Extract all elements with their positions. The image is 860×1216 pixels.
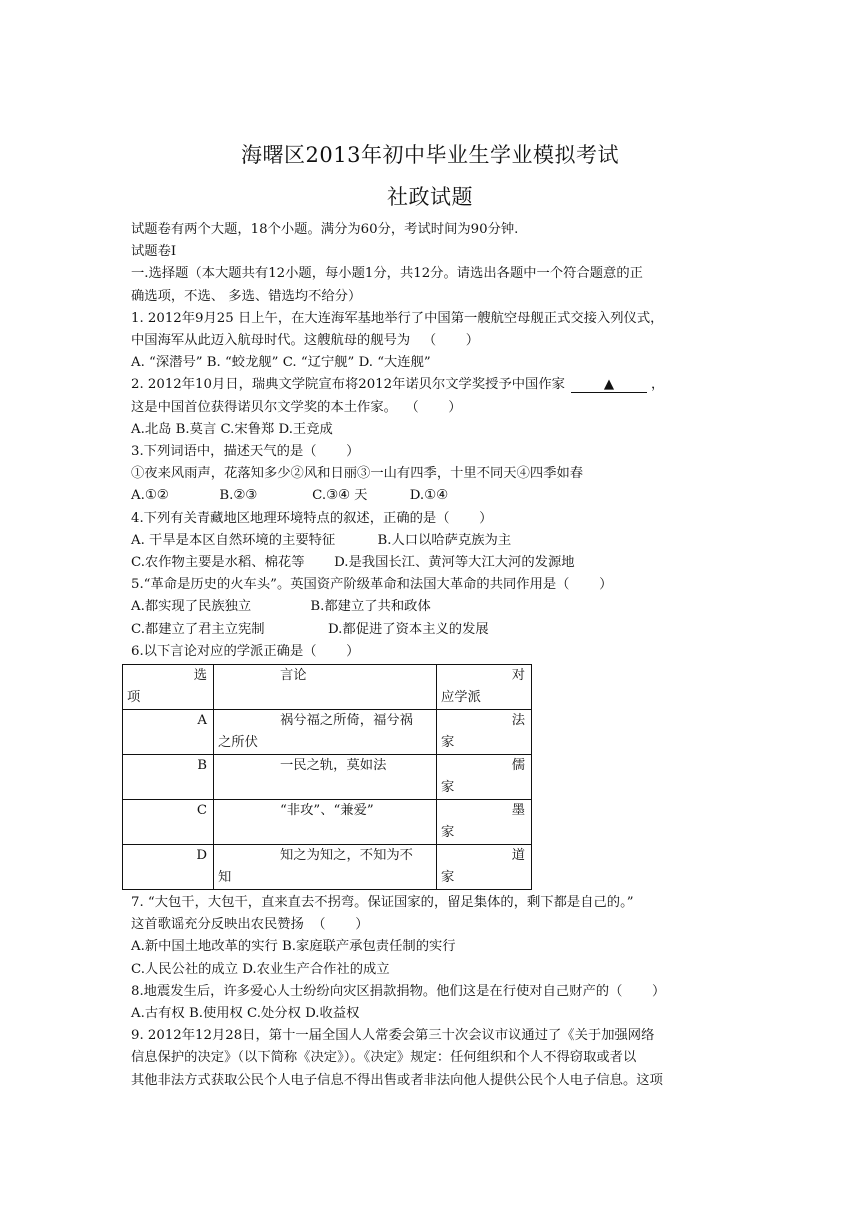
options-table [122, 664, 532, 890]
table-row [123, 845, 532, 890]
cell-text: C [196, 803, 207, 819]
question-options: A.①② B.②③ C.③④ 天 D.①④ [131, 488, 448, 504]
cell-text: 家 [441, 735, 455, 751]
question-options: C.人民公社的成立 D.农业生产合作社的成立 [131, 961, 390, 977]
table-header-cell [214, 665, 437, 710]
question-text-part: 2. 2012年10月日，瑞典文学院宣布将2012年诺贝尔文学奖授予中国作家 [131, 377, 565, 393]
cell-text: “非攻”、“兼爱” [280, 803, 374, 819]
question-3 [131, 441, 736, 508]
answer-blank: ▲ [571, 377, 647, 393]
question-text: 1. 2012年9月25 日上午，在大连海军基地举行了中国第一艘航空母舰正式交接入列仪式， [131, 310, 664, 326]
table-cell [214, 755, 437, 800]
question-options: A.古有权 B.使用权 C.处分权 D.收益权 [131, 1006, 360, 1022]
question-6 [127, 641, 736, 890]
table-cell [437, 710, 532, 755]
table-cell [214, 845, 437, 890]
cell-text: 祸兮福之所倚，福兮祸 [280, 713, 413, 729]
cell-text: 一民之轨，莫如法 [280, 758, 387, 774]
table-cell [437, 800, 532, 845]
question-2 [131, 374, 736, 441]
cell-text: 项 [127, 690, 141, 706]
question-options: A.新中国土地改革的实行 B.家庭联产承包责任制的实行 [131, 939, 456, 955]
table-row [123, 800, 532, 845]
cell-text: 选 [193, 668, 207, 684]
exam-title: 海曙区2013年初中毕业生学业模拟考试 [241, 143, 619, 167]
exam-note: 试题卷有两个大题，18个小题。满分为60分，考试时间为90分钟. [131, 222, 519, 237]
cell-text: 知之为知之，不知为不 [280, 848, 413, 864]
table-cell [123, 845, 214, 890]
question-text: ①夜来风雨声，花落知多少②风和日丽③一山有四季，十里不同天④四季如春 [131, 466, 584, 482]
cell-text: 家 [441, 870, 455, 886]
question-text: 8.地震发生后，许多爱心人士纷纷向灾区捐款捐物。他们这是在行使对自己财产的（ ） [131, 983, 666, 999]
question-options: C.都建立了君主立宪制 D.都促进了资本主义的发展 [131, 621, 489, 637]
table-cell [123, 710, 214, 755]
cell-text: 道 [511, 848, 525, 864]
question-text: 9. 2012年12月28日，第十一届全国人人常委会第三十次会议市议通过了《关于加强网络 [131, 1028, 655, 1044]
question-options: A.北岛 B.莫言 C.宋鲁郑 D.王竞成 [131, 421, 333, 437]
question-text: 3.下列词语中，描述天气的是（ ） [131, 444, 360, 460]
table-header-cell [123, 665, 214, 710]
cell-text: A [197, 713, 207, 729]
cell-text: 知 [218, 870, 232, 886]
table-cell [437, 755, 532, 800]
part-title-line-1: 一.选择题（本大题共有12小题，每小题1分，共12分。请选出各题中一个符合题意的正 [131, 266, 643, 282]
table-row [123, 710, 532, 755]
table-row [123, 755, 532, 800]
table-header-cell [437, 665, 532, 710]
question-options: A. “深潜号” B. “蛟龙舰” C. “辽宁舰” D. “大连舰” [131, 355, 431, 371]
table-cell [437, 845, 532, 890]
question-text: 6.以下言论对应的学派正确是（ ） [131, 643, 360, 659]
question-8 [131, 981, 736, 1025]
question-9 [131, 1025, 736, 1092]
cell-text: 对 [511, 668, 525, 684]
question-7 [131, 892, 736, 981]
question-options: A.都实现了民族独立 B.都建立了共和政体 [131, 599, 431, 615]
cell-text: D [196, 848, 207, 864]
question-4 [131, 508, 736, 575]
question-text: 其他非法方式获取公民个人电子信息不得出售或者非法向他人提供公民个人电子信息。这项 [131, 1072, 663, 1088]
question-1 [131, 308, 736, 375]
question-text: 5.“革命是历史的火车头”。英国资产阶级革命和法国大革命的共同作用是（ ） [131, 577, 613, 593]
cell-text: 家 [441, 780, 455, 796]
exam-subtitle: 社政试题 [387, 185, 473, 209]
table-cell [123, 755, 214, 800]
question-text [131, 374, 736, 396]
table-cell [123, 800, 214, 845]
question-options: A. 干旱是本区自然环境的主要特征 B.人口以哈萨克族为主 [131, 532, 512, 548]
cell-text: 家 [441, 825, 455, 841]
question-options: C.农作物主要是水稻、棉花等 D.是我国长江、黄河等大江大河的发源地 [131, 555, 575, 571]
question-5 [131, 574, 736, 641]
question-text: 中国海军从此迈入航母时代。这艘航母的舰号为 （ ） [131, 333, 480, 349]
cell-text: 应学派 [441, 690, 481, 706]
cell-text: 之所伏 [218, 735, 258, 751]
cell-text: 言论 [280, 668, 307, 684]
exam-body [127, 219, 736, 1092]
question-text: 7. “大包干，大包干，直来直去不拐弯。保证国家的，留足集体的，剩下都是自己的。” [131, 895, 634, 911]
question-text-part: ， [650, 377, 665, 393]
question-text: 这首歌谣充分反映出农民赞扬 （ ） [131, 917, 369, 933]
question-text: 4.下列有关青藏地区地理环境特点的叙述，正确的是（ ） [131, 510, 493, 526]
table-cell [214, 710, 437, 755]
cell-text: 墨 [511, 803, 525, 819]
question-text: 信息保护的决定》（以下简称《决定》）。《决定》规定：任何组织和个人不得窃取或者以 [131, 1050, 637, 1066]
table-header-row [123, 665, 532, 710]
cell-text: B [197, 758, 207, 774]
part-title-line-2: 确选项，不选、 多选、错选均不给分） [131, 288, 362, 304]
cell-text: 儒 [511, 758, 525, 774]
cell-text: 法 [511, 713, 525, 729]
question-text: 这是中国首位获得诺贝尔文学奖的本土作家。 （ ） [131, 399, 462, 415]
table-cell [214, 800, 437, 845]
section-label: 试题卷Ⅰ [131, 244, 177, 260]
